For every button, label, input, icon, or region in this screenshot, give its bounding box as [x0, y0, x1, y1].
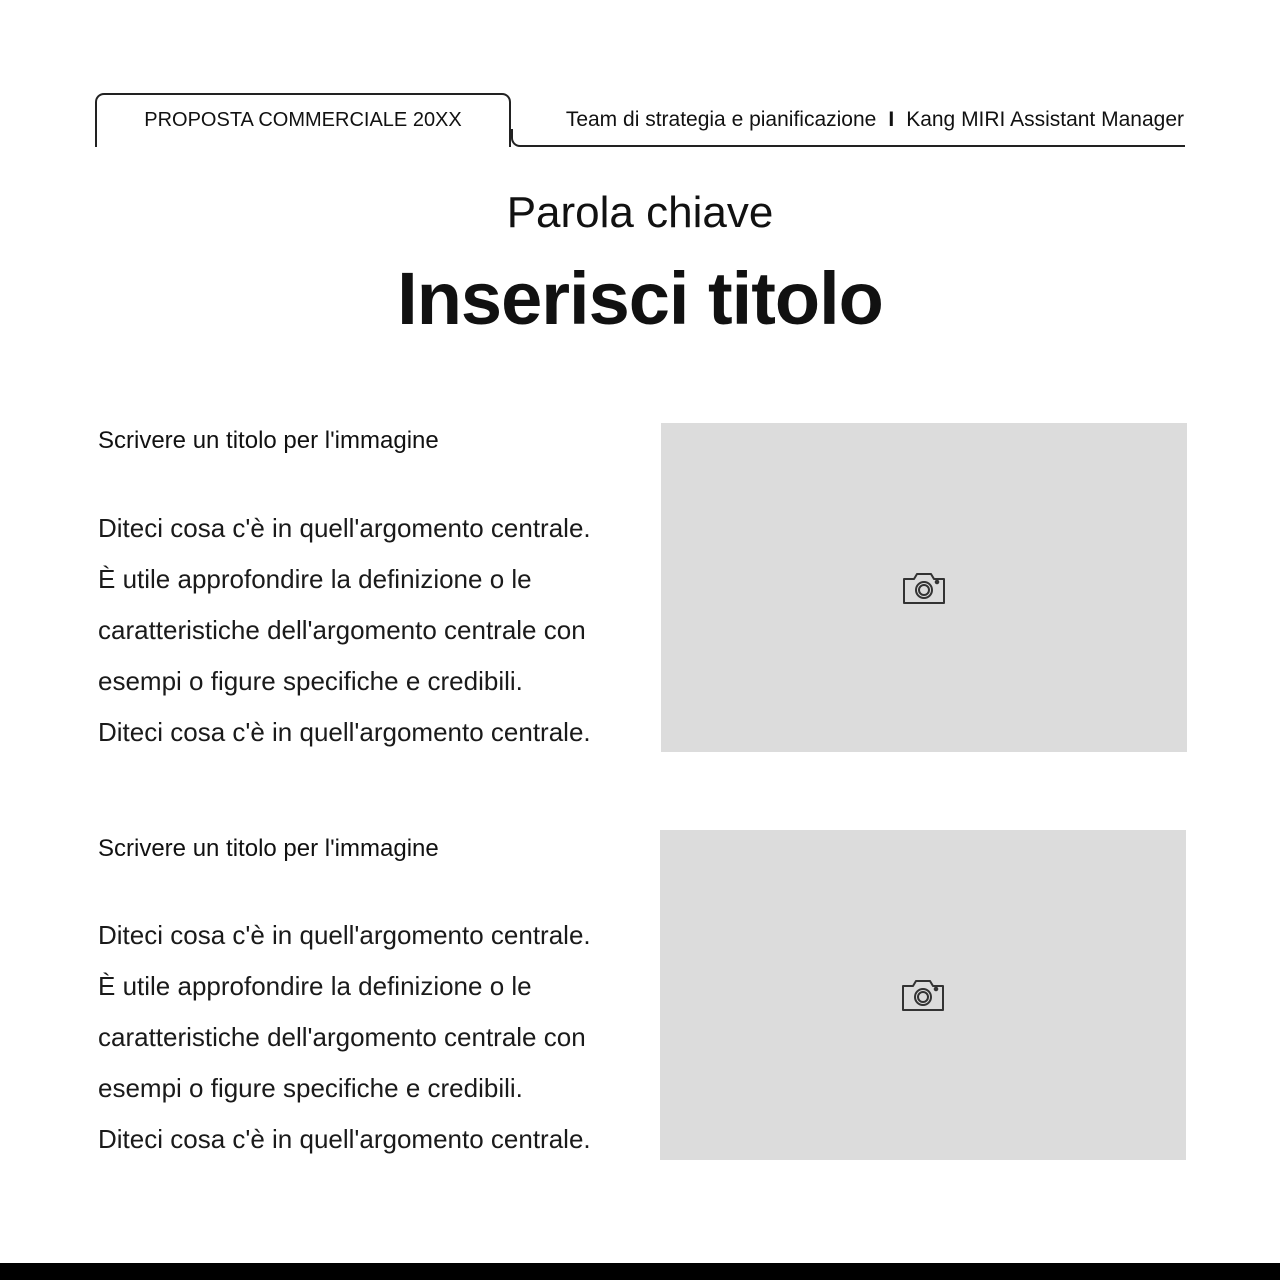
team-name: Team di strategia e pianificazione: [565, 108, 877, 131]
separator: I: [888, 108, 895, 131]
body-line: Diteci cosa c'è in quell'argomento centrale.: [98, 717, 591, 747]
image-placeholder[interactable]: [661, 423, 1187, 752]
camera-icon: [900, 977, 946, 1013]
page-title: Inserisci titolo: [397, 257, 883, 340]
author-name: Kang MIRI Assistant Manager: [906, 108, 1184, 131]
body-line: Diteci cosa c'è in quell'argomento centrale.: [98, 1124, 591, 1154]
body-line: Diteci cosa c'è in quell'argomento centrale.: [98, 920, 591, 950]
section-body: [98, 910, 658, 1165]
bottom-bar: [0, 1263, 1280, 1280]
body-line: esempi o figure specifiche e credibili.: [98, 1073, 523, 1103]
image-placeholder[interactable]: [660, 830, 1186, 1160]
body-line: caratteristiche dell'argomento centrale con: [98, 615, 586, 645]
header-meta: [566, 108, 1184, 132]
body-line: esempi o figure specifiche e credibili.: [98, 666, 523, 696]
keyword: Parola chiave: [506, 188, 774, 237]
image-caption: Scrivere un titolo per l'immagine: [98, 835, 439, 862]
body-line: È utile approfondire la definizione o le: [98, 564, 532, 594]
section-body: [98, 503, 658, 758]
header-tab: [95, 93, 511, 147]
body-line: Diteci cosa c'è in quell'argomento centrale.: [98, 513, 591, 543]
tab-label: PROPOSTA COMMERCIALE 20XX: [144, 109, 462, 131]
image-caption: Scrivere un titolo per l'immagine: [98, 427, 439, 454]
body-line: È utile approfondire la definizione o le: [98, 971, 532, 1001]
body-line: caratteristiche dell'argomento centrale con: [98, 1022, 586, 1052]
camera-icon: [901, 570, 947, 606]
